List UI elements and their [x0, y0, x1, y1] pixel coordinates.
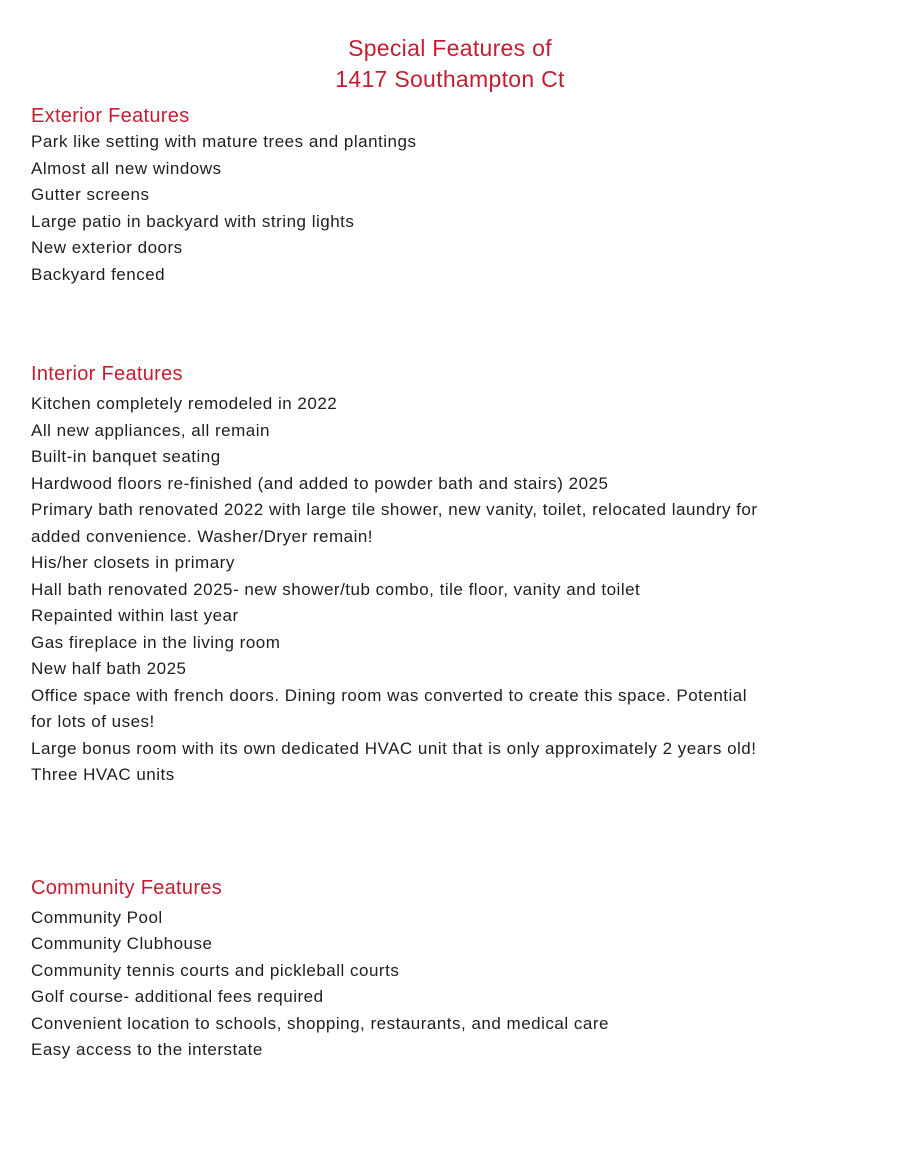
feature-item: Convenient location to schools, shopping, restaurants, and medical care: [31, 1013, 609, 1033]
exterior-features-heading: Exterior Features: [31, 105, 190, 127]
feature-item: Office space with french doors. Dining room was converted to create this space. Potential for lots of uses!: [31, 685, 748, 731]
feature-item: New half bath 2025: [31, 659, 187, 678]
feature-item: Golf course- additional fees required: [31, 987, 324, 1006]
section-exterior-features: [31, 103, 870, 288]
flyer-content: [0, 103, 900, 1064]
feature-item: Built-in banquet seating: [31, 447, 221, 466]
feature-item: New exterior doors: [31, 238, 183, 257]
section-community-features: [31, 875, 870, 1064]
feature-item: Hardwood floors re-finished (and added to powder bath and stairs) 2025: [31, 473, 609, 493]
feature-item: Gutter screens: [31, 185, 150, 204]
feature-item: Primary bath renovated 2022 with large tile shower, new vanity, toilet, relocated laundry for added convenience. Washer/Dryer remain!: [31, 500, 758, 546]
feature-item: His/her closets in primary: [31, 553, 235, 572]
interior-features-list: [31, 391, 766, 789]
feature-item: Three HVAC units: [31, 765, 175, 784]
feature-item: Kitchen completely remodeled in 2022: [31, 394, 338, 413]
feature-item: All new appliances, all remain: [31, 420, 270, 440]
feature-item: Backyard fenced: [31, 264, 166, 284]
feature-item: Park like setting with mature trees and plantings: [31, 132, 417, 151]
feature-item: Hall bath renovated 2025- new shower/tub combo, tile floor, vanity and toilet: [31, 579, 641, 599]
document-title: [0, 33, 900, 95]
feature-item: Easy access to the interstate: [31, 1040, 263, 1059]
feature-item: Community Clubhouse: [31, 934, 213, 953]
feature-item: Almost all new windows: [31, 158, 222, 178]
feature-item: Large patio in backyard with string lights: [31, 211, 355, 231]
community-features-list: [31, 905, 766, 1064]
title-line-1: Special Features of: [348, 35, 552, 61]
feature-item: Community Pool: [31, 907, 163, 927]
feature-item: Community tennis courts and pickleball courts: [31, 960, 400, 980]
exterior-features-list: [31, 129, 766, 288]
community-features-heading: Community Features: [31, 876, 223, 899]
feature-item: Gas fireplace in the living room: [31, 632, 281, 652]
interior-features-heading: Interior Features: [31, 363, 183, 385]
section-interior-features: [31, 361, 870, 789]
feature-item: Large bonus room with its own dedicated HVAC unit that is only approximately 2 years old!: [31, 738, 757, 758]
title-line-2: 1417 Southampton Ct: [335, 66, 565, 92]
feature-item: Repainted within last year: [31, 606, 239, 625]
